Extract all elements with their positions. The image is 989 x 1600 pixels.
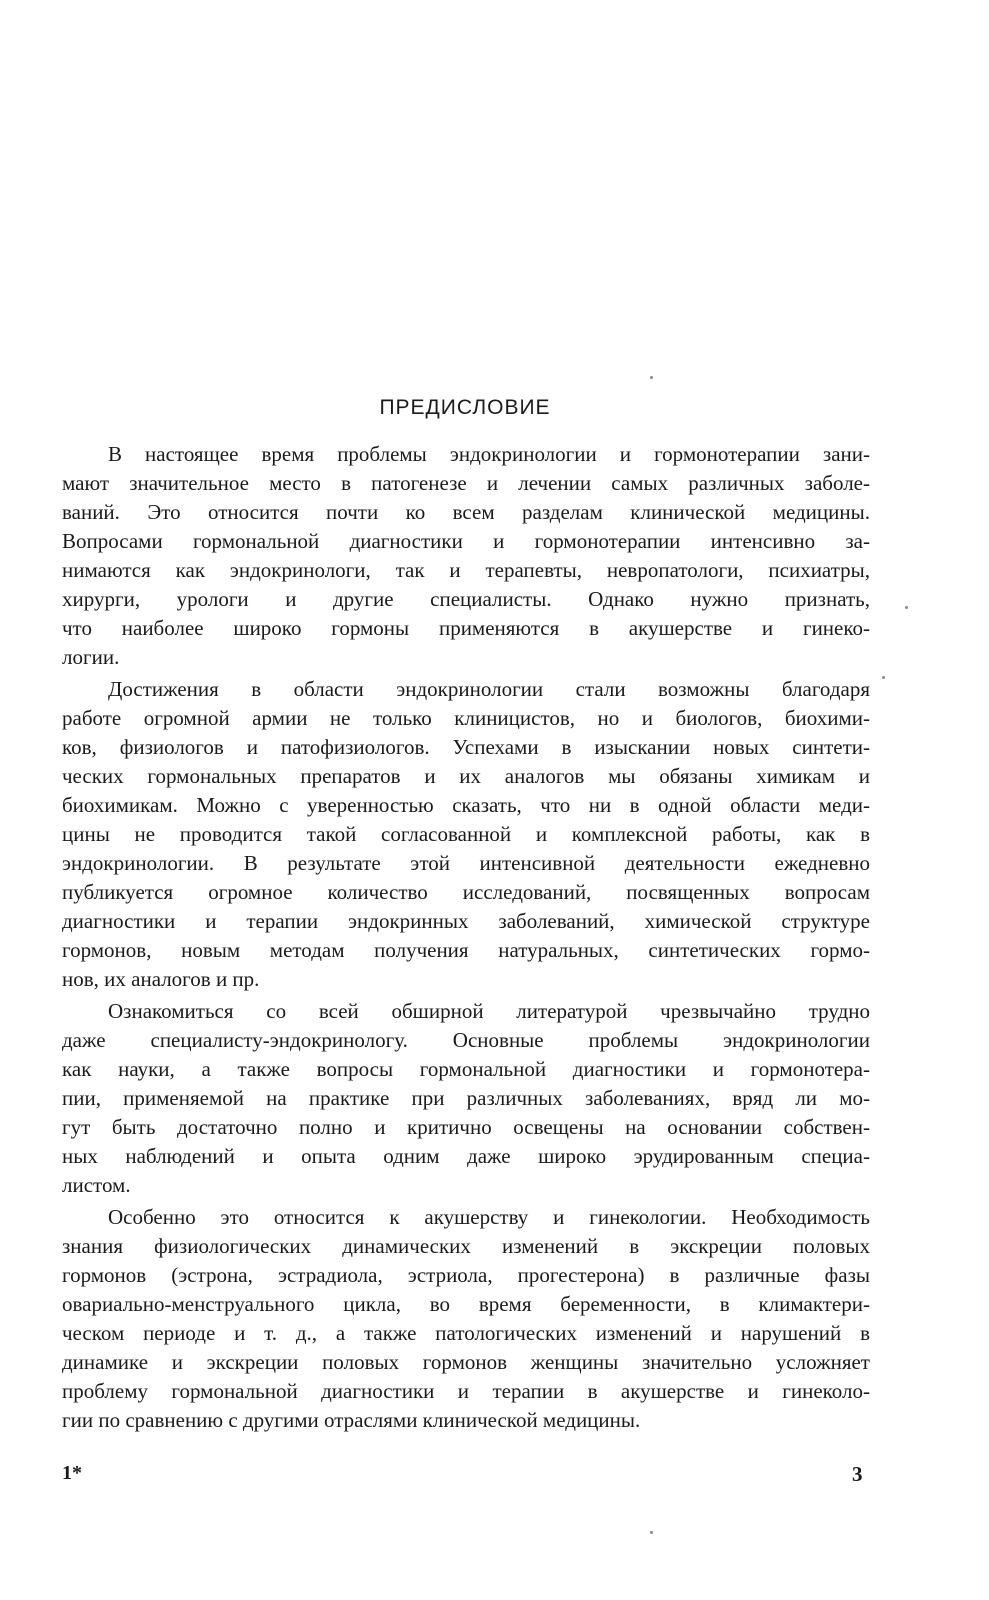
scan-speck (650, 376, 653, 379)
text-line: что наиболее широко гормоны применяются в акушерстве и гинеко- (62, 616, 870, 640)
text-line: работе огромной армии не только клиницистов, но и биологов, биохими- (62, 706, 870, 730)
text-line: ных наблюдений и опыта одним даже широко эрудированным специа- (62, 1144, 870, 1168)
text-line: ческом периоде и т. д., а также патологических изменений и нарушений в (62, 1321, 870, 1345)
page-number: 3 (852, 1462, 863, 1486)
text-line: даже специалисту-эндокринологу. Основные проблемы эндокринологии (62, 1028, 870, 1052)
text-line: нимаются как эндокринологи, так и терапевты, невропатологи, психиатры, (62, 558, 870, 582)
text-line: ческих гормональных препаратов и их аналогов мы обязаны химикам и (62, 764, 870, 788)
page-heading: ПРЕДИСЛОВИЕ (379, 396, 551, 419)
scan-speck (650, 1531, 653, 1534)
text-line: цины не проводится такой согласованной и комплексной работы, как в (62, 822, 870, 846)
text-line: Достижения в области эндокринологии стали возможны благодаря (108, 677, 870, 701)
text-line: публикуется огромное количество исследований, посвященных вопросам (62, 880, 870, 904)
text-line: динамике и экскреции половых гормонов женщины значительно усложняет (62, 1350, 870, 1374)
scan-speck (905, 606, 908, 609)
body-text (62, 440, 870, 1435)
text-line: пии, применяемой на практике при различных заболеваниях, вряд ли мо- (62, 1086, 870, 1110)
text-line: хирурги, урологи и другие специалисты. Однако нужно признать, (62, 587, 870, 611)
text-line: нов, их аналогов и пр. (62, 967, 260, 991)
text-line: биохимикам. Можно с уверенностью сказать, что ни в одной области меди- (62, 793, 870, 817)
text-line: Особенно это относится к акушерству и гинекологии. Необходимость (108, 1205, 870, 1229)
text-line: гормонов, новым методам получения натуральных, синтетических гормо- (62, 938, 870, 962)
text-line: ков, физиологов и патофизиологов. Успехами в изыскании новых синтети- (62, 735, 870, 759)
signature-mark: 1* (62, 1462, 82, 1484)
text-line: ваний. Это относится почти ко всем разделам клинической медицины. (62, 500, 870, 524)
text-line: гии по сравнению с другими отраслями клинической медицины. (62, 1408, 641, 1432)
text-line: мают значительное место в патогенезе и лечении самых различных заболе- (62, 471, 870, 495)
text-line: гут быть достаточно полно и критично освещены на основании собствен- (62, 1115, 870, 1139)
text-line: диагностики и терапии эндокринных заболеваний, химической структуре (62, 909, 870, 933)
text-line: знания физиологических динамических изменений в экскреции половых (62, 1234, 870, 1258)
text-line: проблему гормональной диагностики и терапии в акушерстве и гинеколо- (62, 1379, 870, 1403)
text-line: В настоящее время проблемы эндокринологии и гормонотерапии зани- (108, 442, 870, 466)
text-line: гормонов (эстрона, эстрадиола, эстриола, прогестерона) в различные фазы (62, 1263, 870, 1287)
text-line: Ознакомиться со всей обширной литературой чрезвычайно трудно (108, 999, 870, 1023)
scan-speck (882, 676, 885, 679)
text-line: овариально-менструального цикла, во время беременности, в климактери- (62, 1292, 870, 1316)
text-line: логии. (62, 645, 120, 669)
text-line: как науки, а также вопросы гормональной диагностики и гормонотера- (62, 1057, 870, 1081)
text-line: Вопросами гормональной диагностики и гормонотерапии интенсивно за- (62, 529, 870, 553)
text-line: эндокринологии. В результате этой интенсивной деятельности ежедневно (62, 851, 870, 875)
text-line: листом. (62, 1173, 131, 1197)
